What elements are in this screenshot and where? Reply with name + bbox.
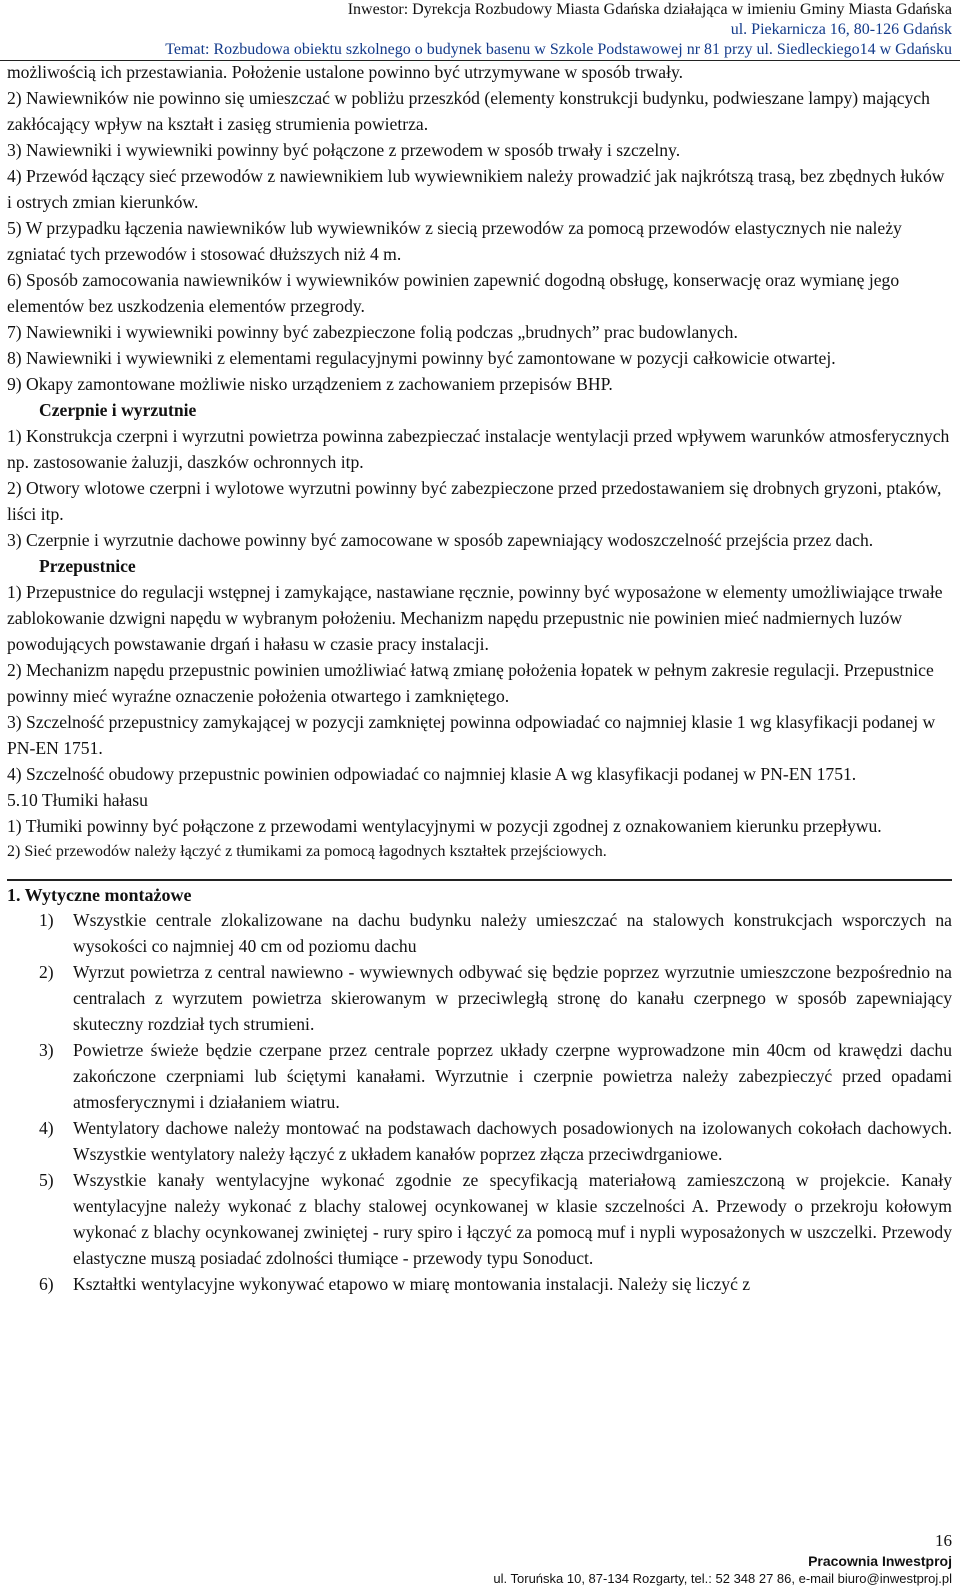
page-header bbox=[165, 0, 952, 60]
address-line: ul. Piekarnicza 16, 80-126 Gdańsk bbox=[730, 21, 952, 38]
list-text: Wentylatory dachowe należy montować na podstawach dachowych posadowionych na izolowanych cokołach dachowych. Wszystkie wentylatory należy łączyć z układem kanałów poprzez złącza przeciwdrganiowe. bbox=[73, 1118, 952, 1164]
page-number: 16 bbox=[935, 1531, 952, 1550]
list-text: Wyrzut powietrza z central nawiewno - wywiewnych odbywać się będzie poprzez wyrzutnie umieszczone bezpośrednio na centralach z wyrzutem powietrza skierowanym w przeciwległą stronę do kanału czerpnego w sposób zapewniający skuteczny rozdział tych strumieni. bbox=[73, 962, 952, 1034]
paragraph: 2) Nawiewników nie powinno się umieszczać w pobliżu przeszkód (elementy konstrukcji budynku, podwieszane lampy) mających zakłócający wpływ na kształt i zasięg strumienia powietrza. bbox=[7, 88, 930, 134]
section-heading-przepustnice: Przepustnice bbox=[39, 556, 136, 576]
paragraph: 9) Okapy zamontowane możliwie nisko urządzeniem z zachowaniem przepisów BHP. bbox=[7, 374, 613, 394]
paragraph: 2) Otwory wlotowe czerpni i wylotowe wyrzutni powinny być zabezpieczone przed przedostawaniem się drobnych gryzoni, ptaków, liści itp. bbox=[7, 478, 942, 524]
paragraph: 3) Szczelność przepustnicy zamykającej w pozycji zamkniętej powinna odpowiadać co najmniej klasie 1 wg klasyfikacji podanej w PN-EN 1751. bbox=[7, 712, 936, 758]
list-number: 4) bbox=[39, 1118, 54, 1138]
list-item bbox=[7, 907, 952, 959]
list-text: Powietrze świeże będzie czerpane przez centrale poprzez układy czerpne wyprowadzone min 40cm od krawędzi dachu zakończone czerpniami lub ściętymi kanałami. Wyrzutnie i czerpnie powietrza należy zabezpieczyć przed opadami atmosferycznymi i działaniem wiatru. bbox=[73, 1040, 952, 1112]
list-item bbox=[7, 1271, 952, 1297]
paragraph: 6) Sposób zamocowania nawiewników i wywiewników powinien zapewnić dogodną obsługę, konserwację oraz wymianę jego elementów bez uszkodzenia elementów przegrody. bbox=[7, 270, 900, 316]
paragraph: 1) Konstrukcja czerpni i wyrzutni powietrza powinna zabezpieczać instalacje wentylacji przed wpływem warunków atmosferycznych np. zastosowanie żaluzji, daszków ochronnych itp. bbox=[7, 426, 950, 472]
list-number: 5) bbox=[39, 1170, 54, 1190]
investor-line: Inwestor: Dyrekcja Rozbudowy Miasta Gdańska działająca w imieniu Gminy Miasta Gdańska bbox=[347, 1, 952, 18]
page-footer bbox=[493, 1530, 952, 1588]
firm-name: Pracownia Inwestproj bbox=[808, 1553, 952, 1569]
list-text: Kształtki wentylacyjne wykonywać etapowo w miarę montowania instalacji. Należy się liczyć z bbox=[73, 1274, 751, 1294]
firm-contact: ul. Toruńska 10, 87-134 Rozgarty, tel.: 52 348 27 86, e-mail biuro@inwestproj.pl bbox=[493, 1571, 952, 1586]
section-heading-tlumiki: 5.10 Tłumiki hałasu bbox=[7, 790, 148, 810]
paragraph: 2) Mechanizm napędu przepustnic powinien umożliwiać łatwą zmianę położenia łopatek w pełnym zakresie regulacji. Przepustnice powinny mieć wyraźne oznaczenie położenia otwartego i zamkniętego. bbox=[7, 660, 934, 706]
list-item bbox=[7, 959, 952, 1037]
list-text: Wszystkie centrale zlokalizowane na dachu budynku należy umieszczać na stalowych konstrukcjach wsporczych na wysokości co najmniej 40 cm od poziomu dachu bbox=[73, 910, 952, 956]
paragraph: 1) Przepustnice do regulacji wstępnej i zamykające, nastawiane ręcznie, powinny być wyposażone w elementy umożliwiające trwałe zablokowanie dzwigni napędu w wybranym położeniu. Mechanizm napędu przepustnic nie powinien mieć nadmiernych luzów powodujących powstawanie drgań i hałasu w czasie pracy instalacji. bbox=[7, 582, 943, 654]
list-number: 3) bbox=[39, 1040, 54, 1060]
list-number: 6) bbox=[39, 1274, 54, 1294]
montaz-list bbox=[7, 907, 952, 1297]
list-item bbox=[7, 1115, 952, 1167]
paragraph: 3) Nawiewniki i wywiewniki powinny być połączone z przewodem w sposób trwały i szczelny. bbox=[7, 140, 681, 160]
paragraph: 1) Tłumiki powinny być połączone z przewodami wentylacyjnymi w pozycji zgodnej z oznakowaniem kierunku przepływu. bbox=[7, 816, 882, 836]
paragraph: 4) Szczelność obudowy przepustnic powinien odpowiadać co najmniej klasie A wg klasyfikacji podanej w PN-EN 1751. bbox=[7, 764, 857, 784]
paragraph: 7) Nawiewniki i wywiewniki powinny być zabezpieczone folią podczas „brudnych” prac budowlanych. bbox=[7, 322, 738, 342]
section-heading-montaz: 1. Wytyczne montażowe bbox=[7, 879, 952, 907]
list-item bbox=[7, 1167, 952, 1271]
list-number: 1) bbox=[39, 910, 54, 930]
paragraph: 5) W przypadku łączenia nawiewników lub wywiewników z siecią przewodów za pomocą przewodów elastycznych nie należy zgniatać tych przewodów i stosować dłuższych niż 4 m. bbox=[7, 218, 902, 264]
paragraph: 4) Przewód łączący sieć przewodów z nawiewnikiem lub wywiewnikiem należy prowadzić jak najkrótszą trasą, bez zbędnych łuków i ostrych zmian kierunków. bbox=[7, 166, 945, 212]
section-heading-czerpnie: Czerpnie i wyrzutnie bbox=[39, 400, 197, 420]
topic-line: Temat: Rozbudowa obiektu szkolnego o budynek basenu w Szkole Podstawowej nr 81 przy ul. Siedleckiego14 w Gdańsku bbox=[165, 41, 952, 58]
list-text: Wszystkie kanały wentylacyjne wykonać zgodnie ze specyfikacją materiałową zamieszczoną w projekcie. Kanały wentylacyjne należy wykonać z blachy stalowej ocynkowanej w klasie szczelności A. Przewody o przekroju kołowym wykonać z blachy ocynkowanej zwiniętej - rury spiro i łączyć za pomocą muf i nypli wyposażonych w uszczelki. Przewody elastyczne muszą posiadać zdolności tłumiące - przewody typu Sonoduct. bbox=[73, 1170, 952, 1268]
document-body bbox=[7, 59, 952, 1297]
list-number: 2) bbox=[39, 962, 54, 982]
paragraph: 3) Czerpnie i wyrzutnie dachowe powinny być zamocowane w sposób zapewniający wodoszczelność przejścia przez dach. bbox=[7, 530, 874, 550]
paragraph: 8) Nawiewniki i wywiewniki z elementami regulacyjnymi powinny być zamontowane w pozycji całkowicie otwartej. bbox=[7, 348, 836, 368]
paragraph: możliwością ich przestawiania. Położenie ustalone powinno być utrzymywane w sposób trwały. bbox=[7, 62, 684, 82]
list-item bbox=[7, 1037, 952, 1115]
paragraph: 2) Sieć przewodów należy łączyć z tłumikami za pomocą łagodnych kształtek przejściowych. bbox=[7, 843, 607, 860]
